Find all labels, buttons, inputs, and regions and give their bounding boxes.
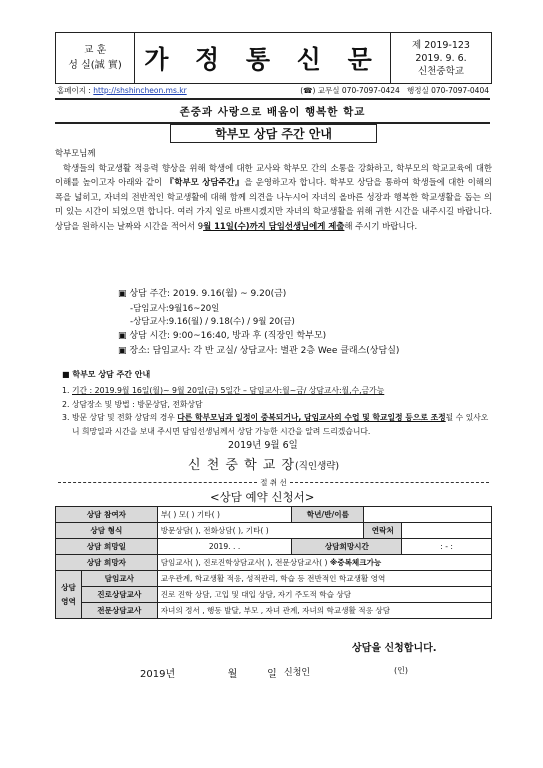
letterhead (55, 32, 492, 84)
item-number: 1. (62, 386, 70, 395)
homepage-label: 홈페이지 : (57, 86, 91, 95)
place-line: ▣ 장소: 담임교사: 각 반 교실/ 상담교사: 별관 2층 Wee 클래스(상담실) (118, 346, 400, 356)
schedule-info (118, 287, 399, 360)
body-text-e: 해 주시기 바랍니다. (344, 220, 418, 231)
time-label: 상담희망시간 (292, 539, 402, 555)
phone-numbers (300, 85, 489, 96)
table-row (56, 587, 492, 603)
item-number: 2. (62, 399, 70, 409)
admin-phone: 행정실 070-7097-0404 (406, 86, 489, 95)
area-name: 진로상담교사 (81, 587, 157, 603)
sign-seal: (인) (394, 666, 408, 675)
phone-field[interactable] (402, 523, 492, 539)
homepage-link[interactable]: http://shshincheon.ms.kr (93, 86, 187, 95)
motto-label: 교 훈 (83, 45, 107, 56)
doc-info-cell (391, 33, 491, 83)
phone-label: 연락처 (364, 523, 402, 539)
date-field[interactable]: 2019. . . (157, 539, 292, 555)
time-line: ▣ 상담 시간: 9:00~16:40, 방과 후 (직장인 학부모) (118, 330, 327, 341)
area-desc: 자녀의 정서 , 행동 발달, 부모 , 자녀 관계, 자녀의 학교생활 적응 상담 (157, 603, 491, 619)
time-field[interactable]: : - : (402, 539, 492, 555)
table-row (56, 555, 492, 571)
signature-line (140, 665, 440, 680)
form-title: <상담 예약 신청서> (210, 490, 315, 504)
sign-applicant[interactable]: 신청인 (284, 668, 311, 678)
wish-options: 담임교사( ), 진로진학상담교사( ), 전문상담교사( ) (160, 558, 328, 567)
area-desc: 교우관계, 학교생활 적응, 성적관리, 학습 등 전반적인 학교생활 영역 (157, 571, 491, 587)
list-item (62, 384, 492, 398)
applicant-field[interactable]: 부( ) 모( ) 기타( ) (157, 507, 292, 523)
item-text: 기간 : 2019.9월 16일(월)~ 9월 20일(금) 5일간 – 담임교사:월~금/ 상담교사:월,수,금가능 (72, 386, 385, 395)
school-name: 신천중학교 (418, 65, 464, 77)
body-text-a: 학생들의 학교생활 적응력 향상을 위해 학생에 대한 교사와 학부모 간의 소통을 강화하고, 학부모의 학교교육에 대한 이해를 높이고자 아래와 같이 (55, 162, 492, 188)
body-text-emphasis: 『학부모 상담주간』 (165, 177, 245, 188)
item-text: 될 수 있사오니 희망일과 시간을 보내 주시면 담임선생님께서 상담 가능한 시간을 알려 드리겠습니다. (72, 413, 489, 436)
greeting: 학부모님께 (55, 148, 96, 158)
wish-label: 상담 희망자 (56, 555, 158, 571)
applicant-label: 상담 참여자 (56, 507, 158, 523)
type-label: 상담 형식 (56, 523, 158, 539)
date-label: 상담 희망일 (56, 539, 158, 555)
body-deadline: 월 11일(수)까지 담임선생님에게 제출 (203, 220, 345, 231)
page-title: 가 정 통 신 문 (135, 33, 391, 83)
item-number: 3. (62, 413, 70, 422)
body-paragraph (55, 161, 492, 234)
list-item (62, 398, 492, 412)
wish-field[interactable] (157, 555, 491, 571)
homepage (57, 85, 187, 96)
area-label: 상담 영역 (56, 571, 82, 619)
type-field[interactable]: 방문상담( ), 전화상담( ), 기타( ) (157, 523, 364, 539)
principal-title: 신 천 중 학 교 장 (188, 458, 296, 473)
doc-number: 제 2019-123 (412, 39, 470, 51)
grade-field[interactable] (364, 507, 492, 523)
table-row (56, 523, 492, 539)
sign-month: 월 (227, 669, 238, 680)
table-row (56, 507, 492, 523)
table-row (56, 603, 492, 619)
cut-dash-right (290, 482, 489, 483)
item-text: 방문 상담 및 전화 상담의 경우 (72, 413, 178, 422)
reservation-form (55, 506, 492, 619)
cut-line (55, 477, 492, 488)
counselor-period: -상담교사:9.16(월) / 9.18(수) / 9월 20(금) (130, 316, 295, 327)
body-text-c: 을 운영하고자 합니다. 학부모 상담을 통하여 학생들에 대한 이해의 폭을 넓히고, 자녀의 전반적인 학교생활에 대해 함께 의견을 나누시어 자녀의 올바른 성장과 행복한 학교생활을 돕는 의미 있는 시간이 되었으면 합니다. 여러 가지 일로 바쁘시겠지만 자녀의 학교생활을 위해 귀한 시간을 내주시길 바랍니다. 상담을 원하시는 날짜와 시간을 적어서 9 (55, 177, 492, 231)
school-motto-cell (56, 33, 135, 83)
guide-heading: ■ 학부모 상담 주간 안내 (62, 370, 151, 379)
area-name: 담임교사 (81, 571, 157, 587)
grade-label: 학년/반/이름 (292, 507, 364, 523)
letter-body (55, 146, 492, 234)
sign-day: 일 (267, 669, 277, 680)
cut-label: 절 취 선 (260, 478, 287, 487)
area-desc: 진로 진학 상담, 고입 및 대입 상담, 자기 주도적 학습 상담 (157, 587, 491, 603)
table-row (56, 539, 492, 555)
item-text-emphasis: 다른 학부모님과 일정이 중복되거나, 담임교사의 수업 및 학교일정 등으로 조정 (177, 413, 446, 422)
cut-dash-left (58, 482, 257, 483)
list-item (62, 411, 492, 438)
motto-text: 성 실(誠 實) (68, 60, 122, 71)
contact-line (57, 85, 489, 96)
area-name: 전문상담교사 (81, 603, 157, 619)
apply-text: 상담을 신청합니다. (352, 643, 437, 654)
homeroom-period: -담임교사:9월16~20일 (130, 303, 220, 314)
guide-list (62, 384, 492, 438)
notice-title: 학부모 상담 주간 안내 (170, 124, 377, 143)
principal-seal: (직인생략) (295, 461, 340, 472)
doc-date: 2019. 9. 6. (415, 52, 467, 64)
item-text: 상담장소 및 방법 : 방문상담, 전화상담 (72, 399, 203, 409)
motto-banner: 존중과 사랑으로 배움이 행복한 학교 (55, 98, 490, 124)
issue-date: 2019년 9월 6일 (228, 440, 298, 451)
sign-year: 2019년 (140, 669, 176, 680)
wish-note: ※중복체크가능 (329, 558, 382, 567)
table-row (56, 571, 492, 587)
period-line: ▣ 상담 주간: 2019. 9.16(월) ~ 9.20(금) (118, 289, 287, 299)
office-phone: (☎) 교무실 070-7097-0424 (300, 86, 400, 95)
principal-signature (188, 454, 339, 473)
